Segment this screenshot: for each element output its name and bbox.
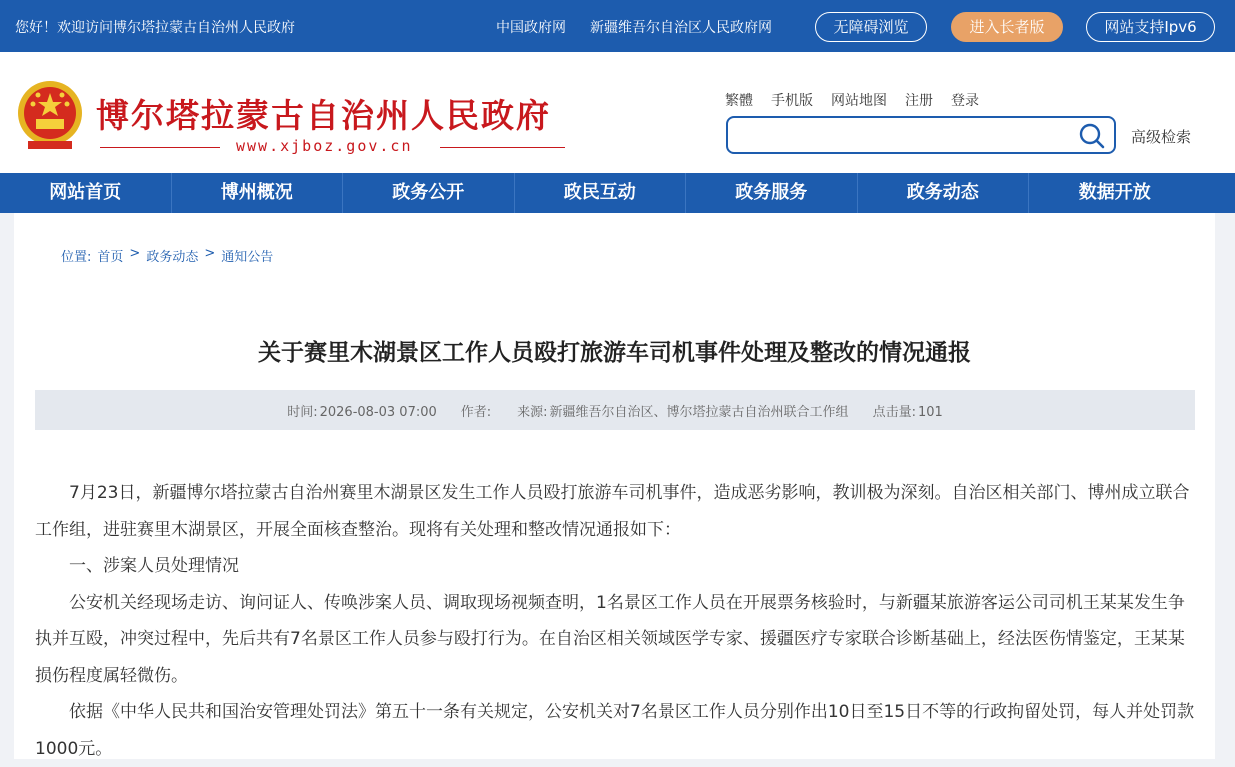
nav-overview[interactable]: 博州概况 <box>172 173 344 213</box>
ipv6-badge[interactable]: 网站支持Ipv6 <box>1086 12 1215 42</box>
breadcrumb-notices[interactable]: 通知公告 <box>221 250 274 265</box>
accessible-button[interactable]: 无障碍浏览 <box>815 12 927 42</box>
tool-mobile[interactable]: 手机版 <box>771 93 813 109</box>
top-bar <box>0 0 1235 52</box>
breadcrumb-sep: > <box>129 246 141 261</box>
meta-time: 时间: 2026-08-03 07:00 <box>287 404 437 420</box>
article-paragraph: 公安机关经现场走访、询问证人、传唤涉案人员、调取现场视频查明，1名景区工作人员在开展票务核验时，与新疆某旅游客运公司司机王某某发生争执并互殴，冲突过程中，先后共有7名景区工作人员参与殴打行为。在自治区相关领域医学专家、援疆医疗专家联合诊断基础上，经法医伤情鉴定，王某某损伤程度属轻微伤。 <box>35 592 1185 686</box>
header-tools <box>725 90 979 110</box>
main-nav <box>0 173 1235 213</box>
article-body <box>35 475 1195 767</box>
search-input[interactable] <box>738 124 1072 148</box>
meta-hits: 点击量: 101 <box>872 404 943 420</box>
site-header <box>0 52 1235 173</box>
breadcrumb-home[interactable]: 首页 <box>97 250 124 265</box>
nav-government-affairs[interactable]: 政务公开 <box>343 173 515 213</box>
breadcrumb-news[interactable]: 政务动态 <box>146 250 199 265</box>
welcome-text: 您好！欢迎访问博尔塔拉蒙古自治州人民政府 <box>15 20 295 36</box>
meta-source: 来源: 新疆维吾尔自治区、博尔塔拉蒙古自治州联合工作组 <box>517 404 849 420</box>
elder-mode-button[interactable]: 进入长者版 <box>951 12 1063 42</box>
article-paragraph: 7月23日，新疆博尔塔拉蒙古自治州赛里木湖景区发生工作人员殴打旅游车司机事件，造成恶劣影响，教训极为深刻。自治区相关部门、博州成立联合工作组，进驻赛里木湖景区，开展全面核查整治。现将有关处理和整改情况通报如下： <box>35 483 1190 540</box>
site-title[interactable]: 博尔塔拉蒙古自治州人民政府 <box>96 96 551 135</box>
link-china-gov[interactable]: 中国政府网 <box>496 20 566 36</box>
article-title: 关于赛里木湖景区工作人员殴打旅游车司机事件处理及整改的情况通报 <box>258 340 971 366</box>
article-paragraph: 一、涉案人员处理情况 <box>69 556 239 576</box>
link-xinjiang-gov[interactable]: 新疆维吾尔自治区人民政府网 <box>590 20 772 36</box>
tool-traditional[interactable]: 繁體 <box>725 93 753 109</box>
article-meta <box>35 390 1195 430</box>
tool-register[interactable]: 注册 <box>905 93 933 109</box>
top-links <box>496 17 772 37</box>
search-box <box>726 116 1116 154</box>
nav-interaction[interactable]: 政民互动 <box>515 173 687 213</box>
nav-home[interactable]: 网站首页 <box>0 173 172 213</box>
nav-news[interactable]: 政务动态 <box>858 173 1030 213</box>
url-divider-left <box>100 147 220 148</box>
tool-login[interactable]: 登录 <box>951 93 979 109</box>
national-emblem-icon <box>14 79 86 155</box>
meta-author: 作者: <box>460 404 492 420</box>
breadcrumb-sep: > <box>204 246 216 261</box>
breadcrumb <box>61 246 273 265</box>
nav-services[interactable]: 政务服务 <box>686 173 858 213</box>
tool-sitemap[interactable]: 网站地图 <box>831 93 887 109</box>
site-url: www.xjboz.gov.cn <box>236 137 413 155</box>
search-icon[interactable] <box>1078 122 1106 150</box>
nav-open-data[interactable]: 数据开放 <box>1078 182 1151 203</box>
advanced-search-link[interactable]: 高级检索 <box>1131 128 1192 146</box>
breadcrumb-label: 位置: <box>61 250 92 265</box>
url-divider-right <box>440 147 565 148</box>
content-panel <box>14 213 1215 759</box>
article-paragraph: 依据《中华人民共和国治安管理处罚法》第五十一条有关规定，公安机关对7名景区工作人员分别作出10日至15日不等的行政拘留处罚，每人并处罚款1000元。 <box>35 702 1195 759</box>
